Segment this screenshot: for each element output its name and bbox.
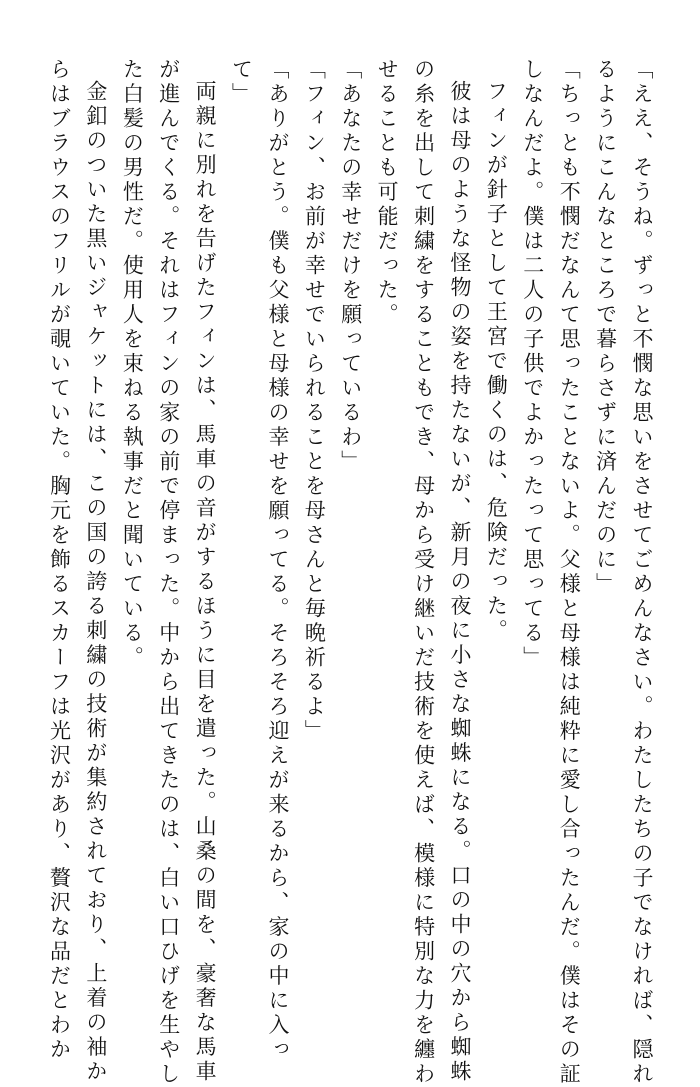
text-line: 「ちっとも不憫だなんて思ったことないよ。父様と母様は純粋に愛し合ったんだ。僕はその証 [557, 58, 582, 1087]
text-line: て」 [229, 58, 254, 107]
text-line: 「あなたの幸せだけを願っているわ」 [338, 58, 363, 475]
text-line: 彼は母のような怪物の姿を持たないが、新月の夜に小さな蜘蛛になる。口の中の穴から蜘蛛 [447, 80, 472, 1085]
text-line: が進んでくる。それはフィンの家の前で停まった。中から出てきたのは、白い口ひげを生やし [156, 58, 181, 1087]
vertical-text-body [20, 58, 660, 1087]
text-line: 両親に別れを告げたフィンは、馬車の音がするほうに目を遣った。山桑の間を、豪奢な馬車 [193, 80, 218, 1085]
text-line: の糸を出して刺繍をすることもでき、母から受け継いだ技術を使えば、模様に特別な力を纏わ [411, 58, 436, 1087]
text-line: 金釦のついた黒いジャケットには、この国の誇る刺繍の技術が集約されており、上着の袖か [83, 80, 108, 1085]
text-line: 「ええ、そうね。ずっと不憫な思いをさせてごめんなさい。わたしたちの子でなければ、隠れ [630, 58, 654, 1087]
text-line: 「ありがとう。僕も父様と母様の幸せを願ってる。そろそろ迎えが来るから、家の中に入っ [265, 58, 290, 1063]
text-line: しなんだよ。僕は二人の子供でよかったって思ってる」 [520, 58, 545, 671]
text-line: るようにこんなところで暮らさずに済んだのに」 [593, 58, 618, 597]
text-line: 「フィン、お前が幸せでいられることを母さんと毎晩祈るよ」 [302, 58, 327, 744]
text-line: らはブラウスのフリルが覗いていた。胸元を飾るスカーフは光沢があり、贅沢な品だとわか [47, 58, 72, 1063]
text-line: フィンが針子として王宮で働くのは、危険だった。 [484, 80, 509, 644]
text-line: た白髪の男性だ。使用人を束ねる執事だと聞いている。 [120, 58, 145, 671]
text-line: せることも可能だった。 [375, 58, 400, 328]
